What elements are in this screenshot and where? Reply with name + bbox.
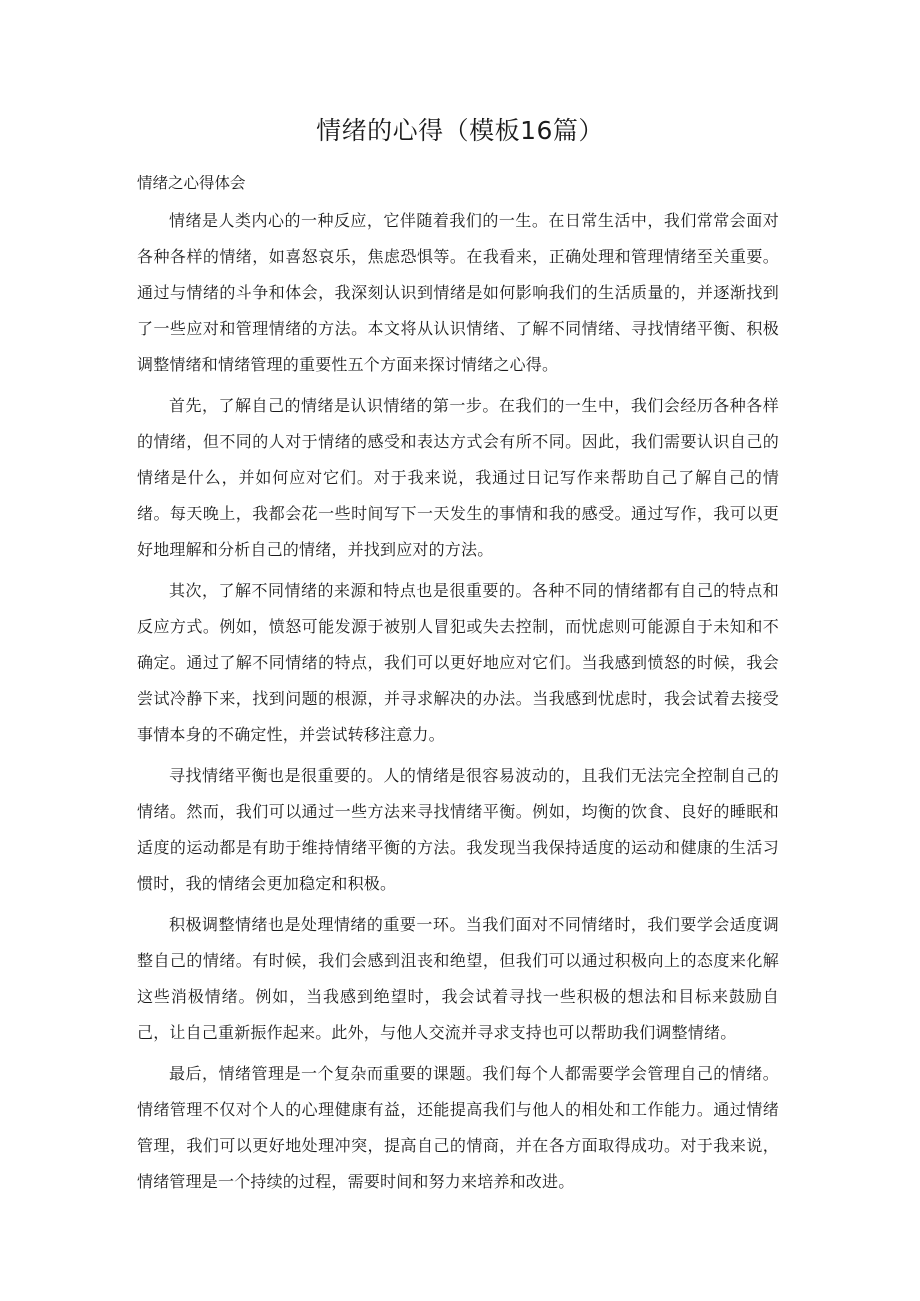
document-title: 情绪的心得（模板16篇） (316, 116, 604, 145)
paragraph: 积极调整情绪也是处理情绪的重要一环。当我们面对不同情绪时，我们要学会适度调整自己的情绪。有时候，我们会感到沮丧和绝望，但我们可以通过积极向上的态度来化解这些消极情绪。例如，当我感到绝望时，我会试着寻找一些积极的想法和目标来鼓励自己，让自己重新振作起来。此外，与他人交流并寻求支持也可以帮助我们调整情绪。 (137, 915, 779, 1042)
paragraph: 寻找情绪平衡也是很重要的。人的情绪是很容易波动的，且我们无法完全控制自己的情绪。然而，我们可以通过一些方法来寻找情绪平衡。例如，均衡的饮食、良好的睡眠和适度的运动都是有助于维持情绪平衡的方法。我发现当我保持适度的运动和健康的生活习惯时，我的情绪会更加稳定和积极。 (137, 766, 779, 893)
paragraph: 首先，了解自己的情绪是认识情绪的第一步。在我们的一生中，我们会经历各种各样的情绪，但不同的人对于情绪的感受和表达方式会有所不同。因此，我们需要认识自己的情绪是什么，并如何应对它们。对于我来说，我通过日记写作来帮助自己了解自己的情绪。每天晚上，我都会花一些时间写下一天发生的事情和我的感受。通过写作，我可以更好地理解和分析自己的情绪，并找到应对的方法。 (137, 396, 779, 559)
section-heading: 情绪之心得体会 (137, 174, 246, 192)
paragraph: 最后，情绪管理是一个复杂而重要的课题。我们每个人都需要学会管理自己的情绪。情绪管理不仅对个人的心理健康有益，还能提高我们与他人的相处和工作能力。通过情绪管理，我们可以更好地处理冲突，提高自己的情商，并在各方面取得成功。对于我来说，情绪管理是一个持续的过程，需要时间和努力来培养和改进。 (137, 1064, 779, 1191)
document-body (137, 203, 779, 1205)
paragraph: 情绪是人类内心的一种反应，它伴随着我们的一生。在日常生活中，我们常常会面对各种各样的情绪，如喜怒哀乐，焦虑恐惧等。在我看来，正确处理和管理情绪至关重要。通过与情绪的斗争和体会，我深刻认识到情绪是如何影响我们的生活质量的，并逐渐找到了一些应对和管理情绪的方法。本文将从认识情绪、了解不同情绪、寻找情绪平衡、积极调整情绪和情绪管理的重要性五个方面来探讨情绪之心得。 (137, 211, 779, 374)
paragraph: 其次，了解不同情绪的来源和特点也是很重要的。各种不同的情绪都有自己的特点和反应方式。例如，愤怒可能发源于被别人冒犯或失去控制，而忧虑则可能源自于未知和不确定。通过了解不同情绪的特点，我们可以更好地应对它们。当我感到愤怒的时候，我会尝试冷静下来，找到问题的根源，并寻求解决的办法。当我感到忧虑时，我会试着去接受事情本身的不确定性，并尝试转移注意力。 (137, 581, 779, 744)
